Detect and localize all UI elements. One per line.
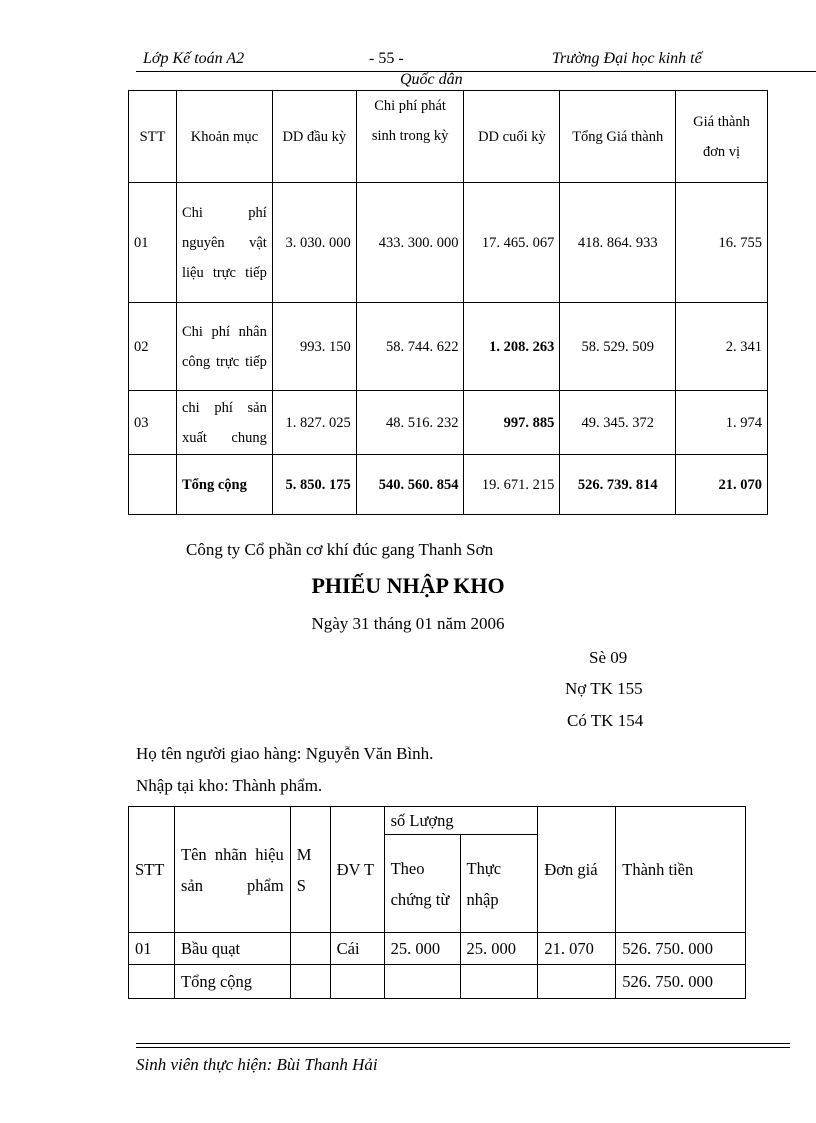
cost-table bbox=[128, 90, 768, 515]
cell-item: chi phí sản xuất chung bbox=[176, 391, 272, 455]
cell-cp-ps: 58. 744. 622 bbox=[356, 303, 464, 391]
table-row bbox=[129, 303, 768, 391]
header-rule bbox=[136, 71, 816, 72]
header-cell: số Lượng bbox=[384, 807, 538, 835]
header-cell: Theo chứng từ bbox=[384, 835, 460, 933]
receipt-header-row bbox=[129, 807, 746, 835]
cell-dd-cuoi: 19. 671. 215 bbox=[464, 455, 560, 515]
cell-dd-dau: 993. 150 bbox=[272, 303, 356, 391]
cell-stt: 01 bbox=[129, 933, 175, 965]
header-page-number: - 55 - bbox=[369, 50, 404, 67]
cell-item: Chi phí nguyên vật liệu trực tiếp bbox=[176, 183, 272, 303]
cell-dd-cuoi: 17. 465. 067 bbox=[464, 183, 560, 303]
cell-don-vi: 21. 070 bbox=[676, 455, 768, 515]
cell-empty bbox=[129, 965, 175, 999]
header-cell: STT bbox=[129, 807, 175, 933]
cell-dd-cuoi: 997. 885 bbox=[464, 391, 560, 455]
header-cell: Khoản mục bbox=[176, 91, 272, 183]
cell-empty bbox=[384, 965, 460, 999]
table-row bbox=[129, 933, 746, 965]
cell-empty bbox=[460, 965, 538, 999]
header-cell: STT bbox=[129, 91, 177, 183]
voucher-number: Sè 09 bbox=[589, 648, 628, 667]
header-cell: ĐV T bbox=[330, 807, 384, 933]
header-cell: DD đầu kỳ bbox=[272, 91, 356, 183]
cell-item: Tổng cộng bbox=[176, 455, 272, 515]
cell-stt bbox=[129, 455, 177, 515]
deliverer-line: Họ tên người giao hàng: Nguyễn Văn Bình. bbox=[136, 744, 434, 763]
table-total-row bbox=[129, 965, 746, 999]
cell-empty bbox=[330, 965, 384, 999]
receipt-table bbox=[128, 806, 746, 999]
company-name: Công ty Cổ phần cơ khí đúc gang Thanh Sơn bbox=[186, 540, 494, 559]
cell-cp-ps: 540. 560. 854 bbox=[356, 455, 464, 515]
footer-author: Sinh viên thực hiện: Bùi Thanh Hải bbox=[136, 1055, 378, 1074]
header-class: Lớp Kế toán A2 bbox=[143, 50, 245, 67]
cell-empty bbox=[538, 965, 616, 999]
cell-stt: 02 bbox=[129, 303, 177, 391]
cell-stt: 01 bbox=[129, 183, 177, 303]
cell-theo: 25. 000 bbox=[384, 933, 460, 965]
cell-tong: 49. 345. 372 bbox=[560, 391, 676, 455]
cell-name: Bầu quạt bbox=[174, 933, 290, 965]
cell-tong: 526. 739. 814 bbox=[560, 455, 676, 515]
cell-dd-dau: 1. 827. 025 bbox=[272, 391, 356, 455]
header-cell: Tổng Giá thành bbox=[560, 91, 676, 183]
cell-amount: 526. 750. 000 bbox=[616, 933, 746, 965]
cell-tong: 418. 864. 933 bbox=[560, 183, 676, 303]
table-row bbox=[129, 391, 768, 455]
debit-account: Nợ TK 155 bbox=[565, 679, 643, 698]
table-header-row bbox=[129, 91, 768, 183]
cell-total-amount: 526. 750. 000 bbox=[616, 965, 746, 999]
cell-total-label: Tổng cộng bbox=[174, 965, 290, 999]
header-cell: Tên nhãn hiệu sản phẩm bbox=[174, 807, 290, 933]
header-cell: Thực nhập bbox=[460, 835, 538, 933]
header-cell: Chi phí phát sinh trong kỳ bbox=[356, 91, 464, 183]
header-cell: M S bbox=[290, 807, 330, 933]
cell-dd-dau: 5. 850. 175 bbox=[272, 455, 356, 515]
footer-rule bbox=[136, 1043, 790, 1044]
cell-cp-ps: 433. 300. 000 bbox=[356, 183, 464, 303]
cell-ms bbox=[290, 933, 330, 965]
footer-rule-2 bbox=[136, 1047, 790, 1048]
table-row bbox=[129, 183, 768, 303]
header-cell: DD cuối kỳ bbox=[464, 91, 560, 183]
header-school-cont: Quốc dân bbox=[400, 71, 463, 88]
cell-don-vi: 2. 341 bbox=[676, 303, 768, 391]
document-title: PHIẾU NHẬP KHO bbox=[311, 573, 505, 598]
cell-don-vi: 16. 755 bbox=[676, 183, 768, 303]
header-cell: Giá thành đơn vị bbox=[676, 91, 768, 183]
header-cell: Đơn giá bbox=[538, 807, 616, 933]
cell-dvt: Cái bbox=[330, 933, 384, 965]
cell-cp-ps: 48. 516. 232 bbox=[356, 391, 464, 455]
header-school: Trường Đại học kinh tế bbox=[552, 50, 702, 67]
cell-dd-dau: 3. 030. 000 bbox=[272, 183, 356, 303]
cell-don-vi: 1. 974 bbox=[676, 391, 768, 455]
header-cell: Thành tiền bbox=[616, 807, 746, 933]
cell-dd-cuoi: 1. 208. 263 bbox=[464, 303, 560, 391]
cell-item: Chi phí nhân công trực tiếp bbox=[176, 303, 272, 391]
warehouse-line: Nhập tại kho: Thành phẩm. bbox=[136, 776, 323, 795]
table-total-row bbox=[129, 455, 768, 515]
cell-price: 21. 070 bbox=[538, 933, 616, 965]
document-date: Ngày 31 tháng 01 năm 2006 bbox=[311, 614, 505, 633]
credit-account: Có TK 154 bbox=[567, 711, 644, 730]
cell-tong: 58. 529. 509 bbox=[560, 303, 676, 391]
cell-thuc: 25. 000 bbox=[460, 933, 538, 965]
cell-empty bbox=[290, 965, 330, 999]
cell-stt: 03 bbox=[129, 391, 177, 455]
